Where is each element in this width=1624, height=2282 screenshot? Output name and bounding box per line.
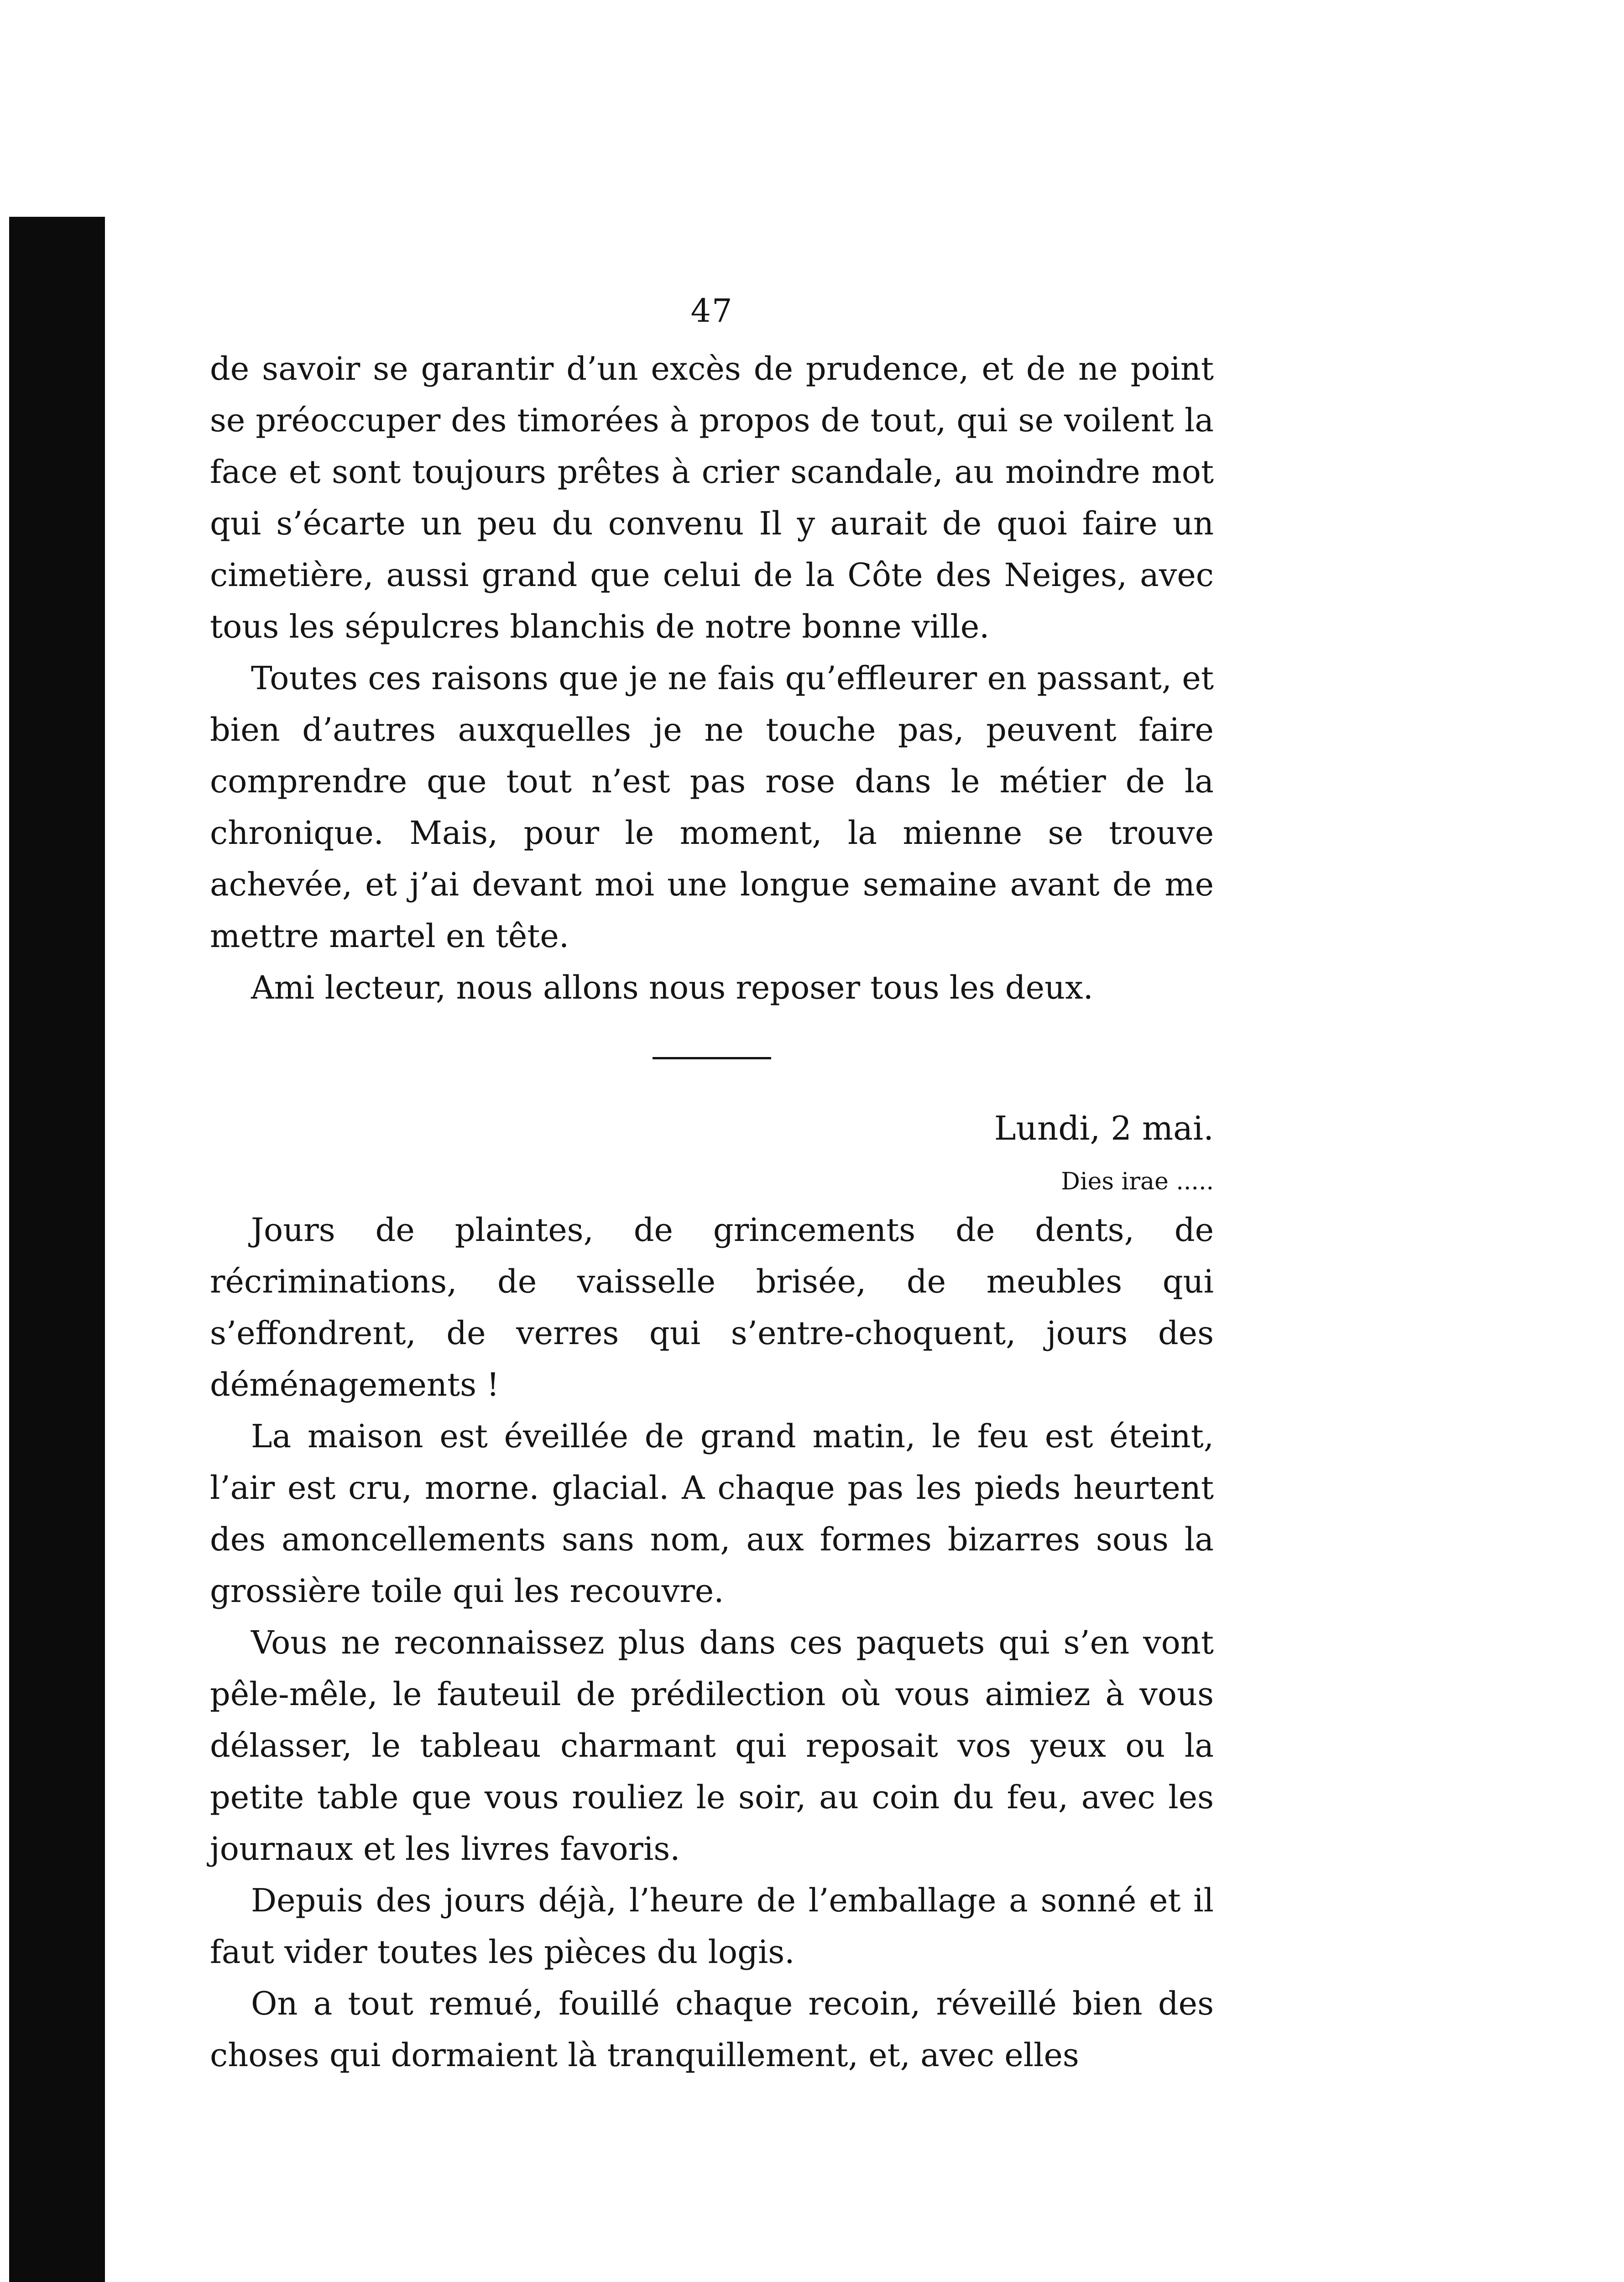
- epigraph: Dies irae .....: [1061, 1168, 1214, 1195]
- paragraph: Depuis des jours déjà, l’heure de l’emballage a sonné et il faut vider toutes les pièces du logis.: [210, 1882, 1214, 1971]
- paragraph: Toutes ces raisons que je ne fais qu’effleurer en passant, et bien d’autres auxquelles je ne touche pas, peuvent faire comprendre que tout n’est pas rose dans le métier de la chronique. Mais, pour le moment, la mienne se trouve achevée, et j’ai devant moi une longue semaine avant de me mettre martel en tête.: [210, 659, 1214, 955]
- paragraph: La maison est éveillée de grand matin, le feu est éteint, l’air est cru, morne. glacial. A chaque pas les pieds heurtent des amoncellements sans nom, aux formes bizarres sous la grossière toile qui les recouvre.: [210, 1418, 1214, 1610]
- dateline: Lundi, 2 mai.: [994, 1109, 1214, 1147]
- book-page: [210, 292, 1214, 2081]
- paragraph: Vous ne reconnaissez plus dans ces paquets qui s’en vont pêle-mêle, le fauteuil de prédilection où vous aimiez à vous délasser, le tableau charmant qui reposait vos yeux ou la petite table que vous rouliez le soir, au coin du feu, avec les journaux et les livres favoris.: [210, 1624, 1214, 1868]
- paragraph-continuation: de savoir se garantir d’un excès de prudence, et de ne point se préoccuper des timorées à propos de tout, qui se voilent la face et sont toujours prêtes à crier scandale, au moindre mot qui s’écarte un peu du convenu Il y aurait de quoi faire un cimetière, aussi grand que celui de la Côte des Neiges, avec tous les sépulcres blanchis de notre bonne ville.: [210, 350, 1214, 645]
- page-number: 47: [690, 292, 733, 330]
- paragraph: Jours de plaintes, de grincements de dents, de récriminations, de vaisselle brisée, de meubles qui s’effondrent, de verres qui s’entre-choquent, jours des déménagements !: [210, 1211, 1214, 1403]
- section-divider: [653, 1057, 771, 1059]
- scan-edge-shadow: [9, 217, 105, 2282]
- paragraph: Ami lecteur, nous allons nous reposer tous les deux.: [251, 969, 1093, 1006]
- paragraph: On a tout remué, fouillé chaque recoin, réveillé bien des choses qui dormaient là tranquillement, et, avec elles: [210, 1985, 1214, 2074]
